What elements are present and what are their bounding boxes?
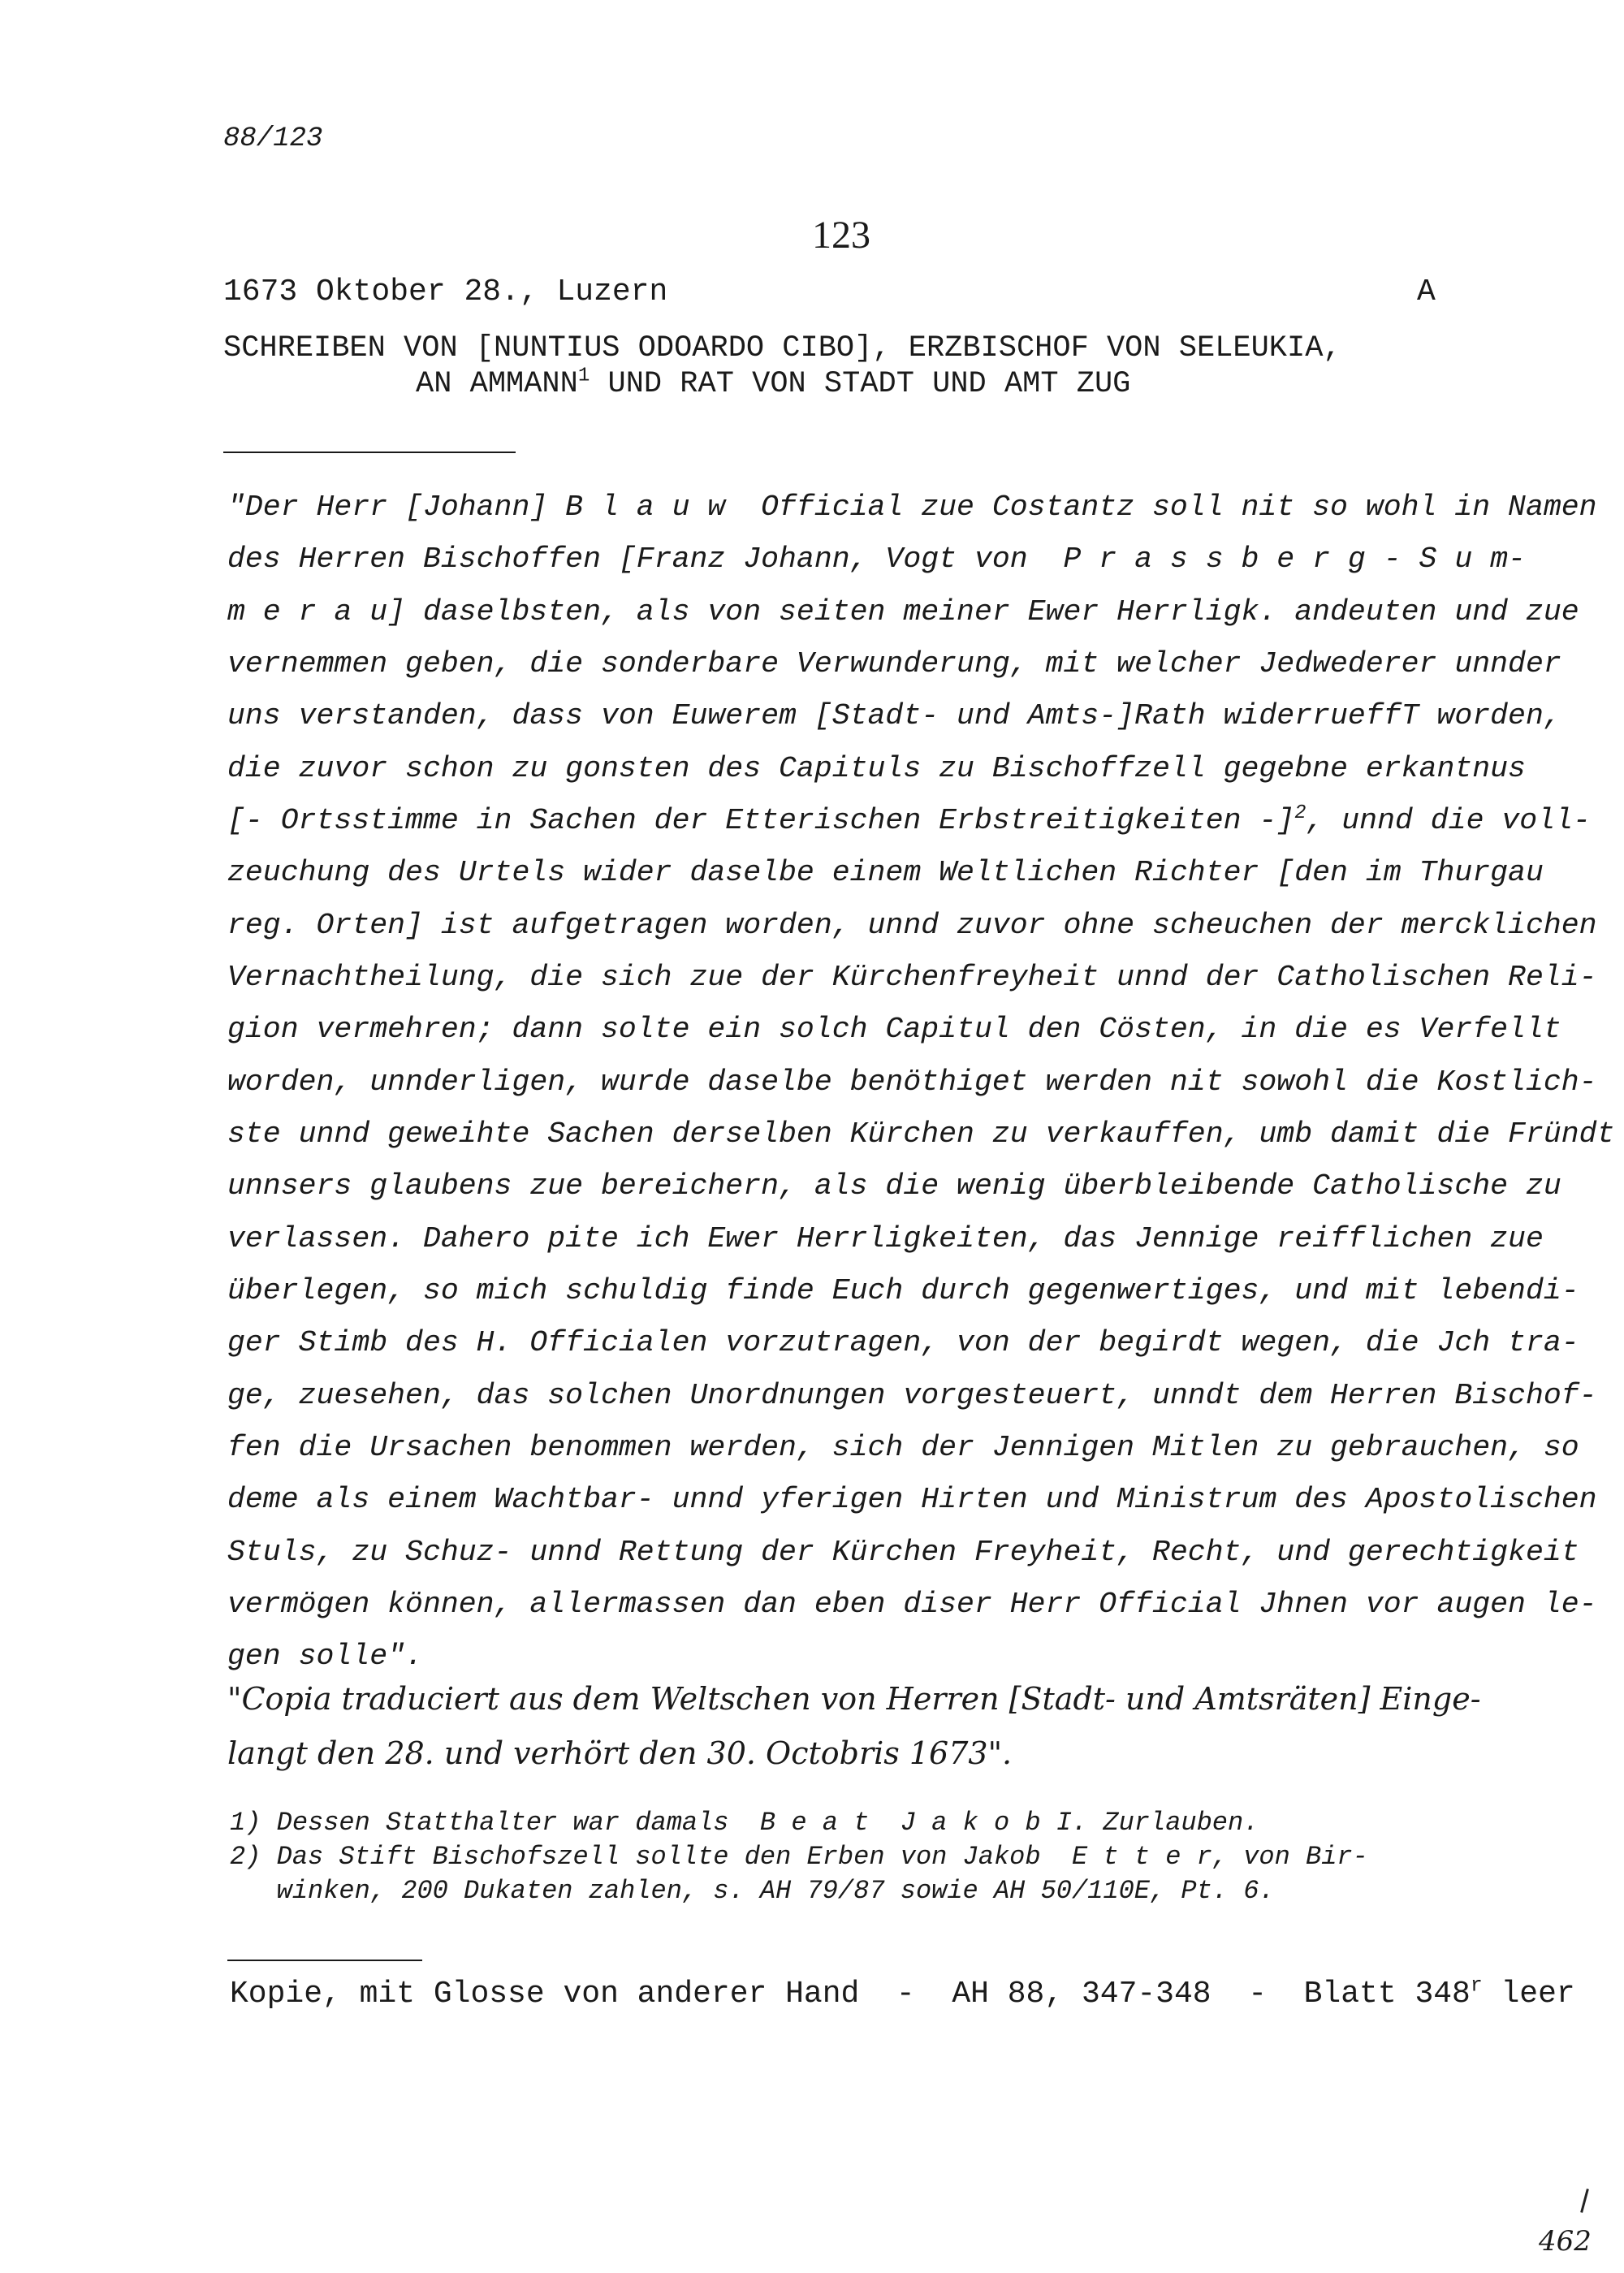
footnote: 2) Das Stift Bischofszell sollte den Erben von Jakob E t t e r, von Bir- xyxy=(230,1842,1368,1872)
gloss-line: langt den 28. und verhört den 30. Octobris 1673". xyxy=(227,1735,1013,1771)
document-number: 123 xyxy=(812,214,870,257)
source-superscript: r xyxy=(1470,1974,1483,1998)
body-line: vermögen können, allermassen dan eben diser Herr Official Jhnen vor augen le- xyxy=(227,1588,1597,1621)
gloss-line: "Copia traduciert aus dem Weltschen von Herren [Stadt- und Amtsräten] Einge- xyxy=(227,1681,1481,1717)
handwritten-tick xyxy=(1580,2189,1589,2213)
handwritten-page-number: 462 xyxy=(1539,2225,1592,2258)
body-line: zeuchung des Urtels wider daselbe einem Weltlichen Richter [den im Thurgau xyxy=(227,856,1544,889)
body-line: gen solle". xyxy=(227,1640,423,1673)
body-line: reg. Orten] ist aufgetragen worden, unnd zuvor ohne scheuchen der mercklichen xyxy=(227,909,1597,942)
body-line: des Herren Bischoffen [Franz Johann, Vogt von P r a s s b e r g - S u m- xyxy=(227,542,1526,576)
date-place: 1673 Oktober 28., Luzern xyxy=(223,274,668,309)
body-line: vernemmen geben, die sonderbare Verwunderung, mit welcher Jedwederer unnder xyxy=(227,647,1561,681)
heading-line-1: SCHREIBEN VON [NUNTIUS ODOARDO CIBO], ERZBISCHOF VON SELEUKIA, xyxy=(223,331,1341,365)
source-text: Kopie, mit Glosse von anderer Hand - AH 88, 347-348 - Blatt 348 xyxy=(230,1977,1471,2012)
heading-line-2-post: UND RAT VON STADT UND AMT ZUG xyxy=(590,367,1131,401)
body-line: ge, zuesehen, das solchen Unordnungen vorgesteuert, unndt dem Herren Bischof- xyxy=(227,1379,1597,1412)
heading-divider xyxy=(223,452,516,453)
body-line: uns verstanden, dass von Euwerem [Stadt- und Amts-]Rath widerrueffT worden, xyxy=(227,699,1561,732)
body-line: überlegen, so mich schuldig finde Euch durch gegenwertiges, und mit lebendi- xyxy=(227,1274,1579,1307)
body-line: m e r a u] daselbsten, als von seiten meiner Ewer Herrligk. andeuten und zue xyxy=(227,595,1579,629)
body-line: deme als einem Wachtbar- unnd yferigen Hirten und Ministrum des Apostolischen xyxy=(227,1483,1597,1516)
heading-line-2 xyxy=(416,367,1130,401)
body-line-7-text: [- Ortsstimme in Sachen der Etterischen Erbstreitigkeiten -] xyxy=(227,804,1295,837)
body-line: "Der Herr [Johann] B l a u w Official zue Costantz soll nit so wohl in Namen xyxy=(227,490,1597,524)
body-line xyxy=(227,804,1591,837)
source-tail: leer xyxy=(1482,1977,1575,2012)
footnote: 1) Dessen Statthalter war damals B e a t J a k o b I. Zurlauben. xyxy=(230,1808,1259,1838)
heading-line-2-pre: AN AMMANN xyxy=(416,367,578,401)
body-line: Vernachtheilung, die sich zue der Kürchenfreyheit unnd der Catholischen Reli- xyxy=(227,961,1597,994)
footnote: winken, 200 Dukaten zahlen, s. AH 79/87 sowie AH 50/110E, Pt. 6. xyxy=(230,1876,1275,1906)
body-line: die zuvor schon zu gonsten des Capituls zu Bischoffzell gegebne erkantnus xyxy=(227,752,1526,785)
footnote-ref-2: 2 xyxy=(1294,802,1307,824)
body-line: worden, unnderligen, wurde daselbe benöthiget werden nit sowohl die Kostlich- xyxy=(227,1065,1597,1099)
body-line: verlassen. Dahero pite ich Ewer Herrligkeiten, das Jennige reifflichen zue xyxy=(227,1222,1544,1255)
file-reference: 88/123 xyxy=(223,123,323,154)
body-line: Stuls, zu Schuz- unnd Rettung der Kürchen Freyheit, Recht, und gerechtigkeit xyxy=(227,1536,1579,1569)
body-line: unnsers glaubens zue bereichern, als die wenig überbleibende Catholische zu xyxy=(227,1169,1561,1203)
footnote-ref-1: 1 xyxy=(577,365,590,387)
body-line-7-tail: , unnd die voll- xyxy=(1306,804,1591,837)
source-note xyxy=(230,1974,1575,2012)
body-line: gion vermehren; dann solte ein solch Capitul den Cösten, in die es Verfellt xyxy=(227,1013,1561,1046)
series-letter: A xyxy=(1417,274,1436,309)
body-line: ger Stimb des H. Officialen vorzutragen, von der begirdt wegen, die Jch tra- xyxy=(227,1326,1579,1359)
body-line: fen die Ursachen benommen werden, sich der Jennigen Mitlen zu gebrauchen, so xyxy=(227,1431,1579,1464)
footnote-divider xyxy=(227,1960,422,1961)
body-line: ste unnd geweihte Sachen derselben Kürchen zu verkauffen, umb damit die Fründt xyxy=(227,1117,1615,1151)
